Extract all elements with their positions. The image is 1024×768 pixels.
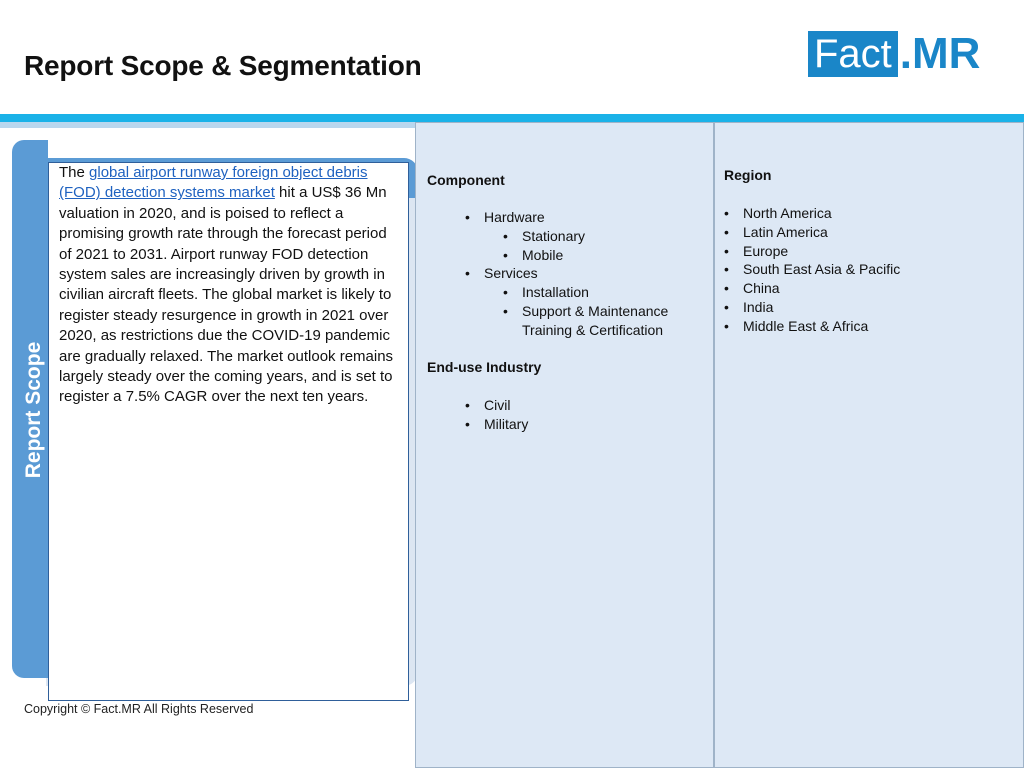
- scope-text-before: The: [59, 164, 90, 181]
- list-item: • India: [724, 298, 774, 315]
- report-scope-text: [59, 163, 400, 408]
- list-item: • Middle East & Africa: [724, 317, 869, 334]
- list-item: • North America: [724, 205, 832, 221]
- factmr-logo: [808, 31, 980, 77]
- copyright-text: Copyright © Fact.MR All Rights Reserved: [24, 702, 254, 716]
- list-item: • Stationary: [503, 227, 586, 244]
- logo-main: Fact: [808, 31, 898, 77]
- market-link[interactable]: global airport runway foreign object debris (FOD) detection systems market: [59, 164, 368, 202]
- list-item: • Europe: [724, 242, 789, 259]
- scope-text-after: hit a US$ 36 Mn valuation in 2020, and is poised to reflect a promising growth rate through the forecast period of 2021 to 2031. Airport runway FOD detection system sales are increasingly driven by growth in civilian aircraft fleets. The global market is likely to register steady resurgence in growth in 2021 over 2020, as restrictions due the COVID-19 pandemic are gradually relaxed. The market outlook remains largely steady over the coming years, and is set to register a 7.5% CAGR over the next ten years.: [59, 184, 394, 406]
- list-item: • China: [724, 280, 780, 297]
- list-item: • Services: [465, 265, 538, 282]
- region-heading: Region: [724, 167, 772, 183]
- end-use-heading: End-use Industry: [427, 359, 542, 375]
- list-item: • Civil: [465, 397, 511, 413]
- region-list: [724, 204, 900, 336]
- report-scope-box: [48, 162, 409, 701]
- list-item: Training & Certification: [522, 321, 664, 338]
- header-divider: [0, 114, 1024, 122]
- segment-column-region: [714, 122, 1024, 768]
- segment-column-component: [415, 122, 714, 768]
- logo-suffix: .MR: [899, 29, 981, 78]
- header-divider-shadow: [0, 122, 416, 128]
- list-item: • Hardware: [465, 209, 545, 225]
- list-item: • Installation: [503, 284, 589, 301]
- list-item: • Military: [465, 415, 529, 432]
- component-list: [465, 208, 668, 340]
- report-scope-label: Report Scope: [22, 341, 45, 479]
- list-item: • South East Asia & Pacific: [724, 261, 901, 278]
- list-item: • Support & Maintenance: [503, 302, 669, 319]
- component-heading: Component: [427, 172, 505, 188]
- page-title: Report Scope & Segmentation: [24, 50, 422, 81]
- list-item: • Mobile: [503, 246, 564, 263]
- end-use-list: [465, 396, 528, 434]
- list-item: • Latin America: [724, 223, 828, 240]
